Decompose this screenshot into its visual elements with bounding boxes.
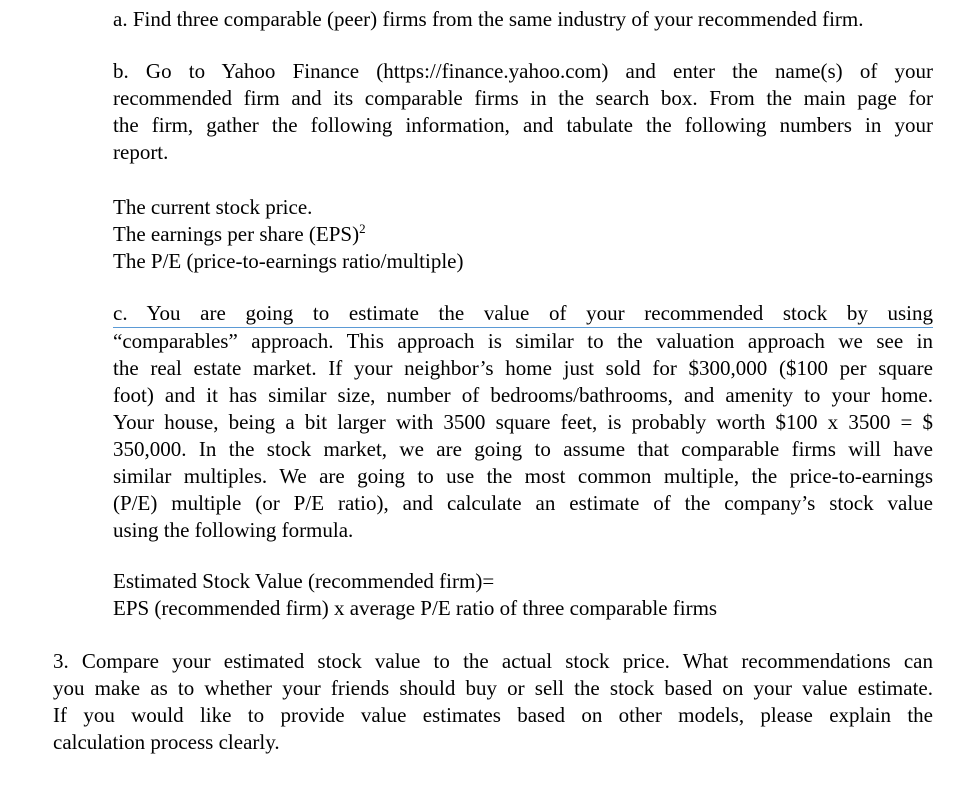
part-c-paragraph xyxy=(113,300,933,544)
question-3-line-3: If you would like to provide value estimates based on other models, please explain the xyxy=(53,703,933,727)
part-c-line-7: similar multiples. We are going to use the most common multiple, the price-to-earnings xyxy=(113,464,933,488)
part-c-line-6: 350,000. In the stock market, we are going to assume that comparable firms will have xyxy=(113,437,933,461)
part-c-line-2: “comparables” approach. This approach is similar to the valuation approach we see in xyxy=(113,329,933,353)
info-item-eps-row xyxy=(113,221,933,248)
part-c-line-9: using the following formula. xyxy=(113,518,354,542)
question-3-line-2: you make as to whether your friends should buy or sell the stock based on your value estimate. xyxy=(53,676,933,700)
formula-line-2: EPS (recommended firm) x average P/E ratio of three comparable firms xyxy=(113,596,718,620)
part-a-paragraph xyxy=(113,6,933,33)
part-c-line-3: the real estate market. If your neighbor’s home just sold for $300,000 ($100 per square xyxy=(113,356,933,380)
part-c-line-1: c. You are going to estimate the value of your recommended stock by using xyxy=(113,300,933,328)
part-c-line-5: Your house, being a bit larger with 3500 square feet, is probably worth $100 x 3500 = $ xyxy=(113,410,933,434)
question-3-line-4: calculation process clearly. xyxy=(53,730,280,754)
part-b-line-3: the firm, gather the following information, and tabulate the following numbers in your xyxy=(113,113,933,137)
info-list xyxy=(113,194,933,275)
part-b-line-4: report. xyxy=(113,140,169,164)
part-a-text: a. Find three comparable (peer) firms from the same industry of your recommended firm. xyxy=(113,7,864,31)
part-c-line-8: (P/E) multiple (or P/E ratio), and calculate an estimate of the company’s stock value xyxy=(113,491,933,515)
info-item-pe: The P/E (price-to-earnings ratio/multiple) xyxy=(113,249,464,273)
part-b-paragraph xyxy=(113,58,933,166)
question-3-line-1: 3. Compare your estimated stock value to the actual stock price. What recommendations can xyxy=(53,649,933,673)
info-item-stock-price: The current stock price. xyxy=(113,195,313,219)
part-b-line-2: recommended firm and its comparable firms in the search box. From the main page for xyxy=(113,86,933,110)
info-item-eps: The earnings per share (EPS) xyxy=(113,222,360,246)
footnote-marker: 2 xyxy=(359,221,366,236)
part-b-line-1: b. Go to Yahoo Finance (https://finance.yahoo.com) and enter the name(s) of your xyxy=(113,59,933,83)
part-c-line-4: foot) and it has similar size, number of bedrooms/bathrooms, and amenity to your home. xyxy=(113,383,933,407)
formula-line-1: Estimated Stock Value (recommended firm)= xyxy=(113,569,495,593)
formula-block xyxy=(113,568,933,622)
question-3-paragraph xyxy=(53,648,933,756)
